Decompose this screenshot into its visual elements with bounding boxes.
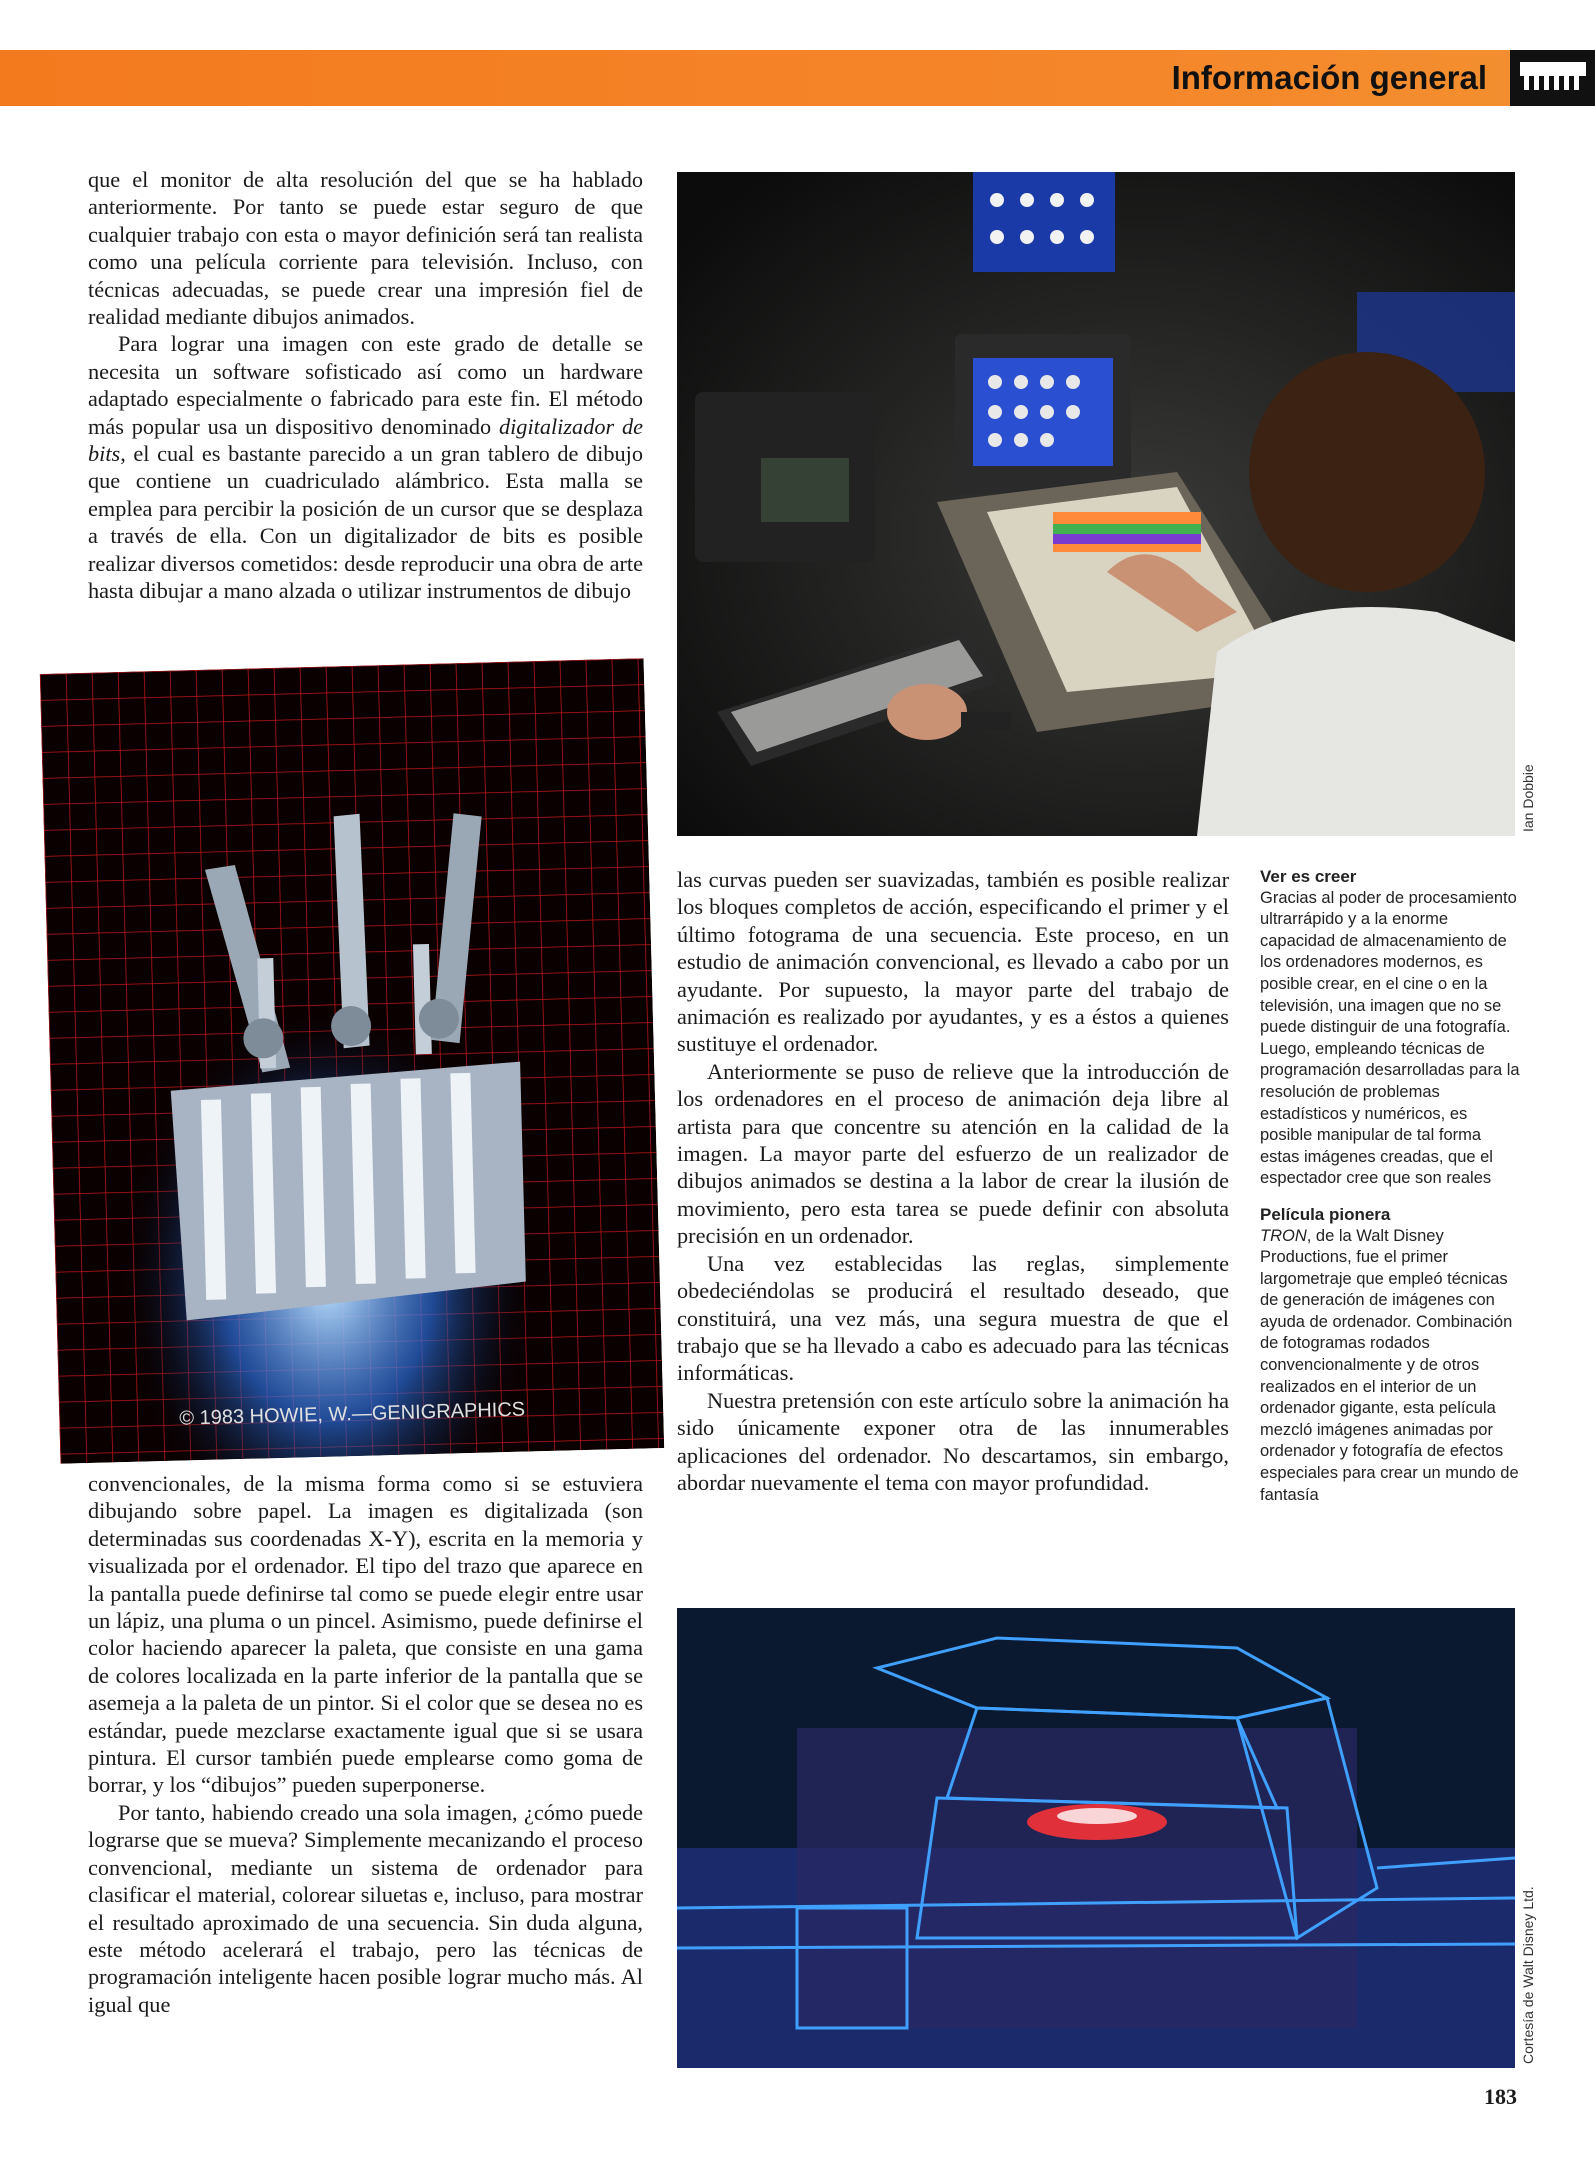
caption-title: Película pionera: [1260, 1204, 1391, 1224]
left-column-bottom: [88, 1470, 643, 2018]
paragraph: Una vez establecidas las reglas, simplemente obedeciéndolas se producirá el resultado deseado, que constituirá, una vez más, una segura muestra de que el trabajo que se ha llevado a cabo es adecuado para las técnicas informáticas.: [677, 1250, 1229, 1386]
caption-title: Ver es creer: [1260, 867, 1357, 886]
middle-column: [677, 866, 1229, 1496]
photo-credit: Ian Dobbie: [1520, 764, 1536, 832]
page-number: 183: [1484, 2084, 1517, 2109]
keyboard-icon: [1510, 50, 1595, 106]
paragraph: que el monitor de alta resolución del que se ha hablado anteriormente. Por tanto se puede estar seguro de que cualquier trabajo con esta o mayor definición será tan realista como una película corriente para televisión. Incluso, con técnicas adecuadas, se puede crear una impresión fiel de realidad mediante dibujos animados.: [88, 167, 643, 330]
sidebar-captions: [1260, 866, 1520, 1520]
tron-credit: Cortesía de Walt Disney Ltd.: [1520, 1886, 1536, 2064]
animator-workstation-photo: [677, 172, 1515, 836]
image-copyright: © 1983 HOWIE, W.—GENIGRAPHICS: [179, 1398, 526, 1430]
left-column-top: [88, 166, 643, 605]
paragraph: Por tanto, habiendo creado una sola imagen, ¿cómo puede lograrse que se mueva? Simplemente mecanizando el proceso convencional, mediante un sistema de ordenador para clasificar el material, colorear siluetas e, incluso, para mostrar el resultado aproximado de una secuencia. Sin duda alguna, este método acelerará el trabajo, pero las técnicas de programación inteligente hacen posible lograr mucho más. Al igual que: [88, 1799, 643, 2017]
paragraph: Nuestra pretensión con este artículo sobre la animación ha sido únicamente exponer otra de las innumerables aplicaciones del ordenador. No descartamos, sin embargo, abordar nuevamente el tema con mayor profundidad.: [677, 1387, 1229, 1495]
genigraphics-render-image: [40, 658, 664, 1464]
paragraph: convencionales, de la misma forma como si se estuviera dibujando sobre papel. La imagen es digitalizada (son determinadas sus coordenadas X-Y), escrita en la memoria y visualizada por el ordenador. El tipo del trazo que aparece en la pantalla puede definirse tal como se puede elegir entre usar un lápiz, una pluma o un pincel. Asimismo, puede definirse el color haciendo aparecer la paleta, que consiste en una gama de colores localizada en la parte inferior de la pantalla que se asemeja a la paleta de un pintor. Si el color que se desea no es estándar, puede mezclarse exactamente igual que si se usara pintura. El cursor también puede emplearse como goma de borrar, y los “dibujos” pueden superponerse.: [88, 1471, 643, 1798]
caption-body: Gracias al poder de procesamiento ultrarrápido y a la enorme capacidad de almacenamiento de los ordenadores modernos, es posible crear, en el cine o en la televisión, una imagen que no se puede distinguir de una fotografía. Luego, empleando técnicas de programación desarrolladas para la resolución de problemas estadísticos y numéricos, es posible manipular de tal forma estas imágenes creadas, que el espectador cree que son reales: [1260, 888, 1520, 1188]
paragraph: las curvas pueden ser suavizadas, también es posible realizar los bloques completos de acción, especificando el primer y el último fotograma de una secuencia. Este proceso, en un estudio de animación convencional, es llevado a cabo por un ayudante. Por supuesto, la mayor parte del trabajo de animación es realizado por ayudantes, y es a éstos a quienes sustituye el ordenador.: [677, 867, 1229, 1057]
section-title: Información general: [1171, 59, 1487, 96]
caption-body: TRON, de la Walt Disney Productions, fue el primer largometraje que empleó técnicas de generación de imágenes con ayuda de ordenador. Combinación de fotogramas rodados convencionalmente y de otros realizados en el interior de un ordenador gigante, esta película mezcló imágenes animadas por ordenador y fotografía de efectos especiales para crear un mundo de fantasía: [1260, 1226, 1519, 1504]
paragraph: Para lograr una imagen con este grado de detalle se necesita un software sofisticado así como un hardware adaptado especialmente o fabricado para este fin. El método más popular usa un dispositivo denominado digitalizador de bits, el cual es bastante parecido a un gran tablero de dibujo que contiene un cuadriculado alámbrico. Esta malla se emplea para percibir la posición de un cursor que se desplaza a través de ella. Con un digitalizador de bits es posible realizar diversos cometidos: desde reproducir una obra de arte hasta dibujar a mano alzada o utilizar instrumentos de dibujo: [88, 331, 644, 604]
tron-wireframe-image: [677, 1608, 1515, 2068]
paragraph: Anteriormente se puso de relieve que la introducción de los ordenadores en el proceso de animación deja libre al artista para que concentre su atención en la calidad de la imagen. La mayor parte del esfuerzo de un realizador de dibujos animados se destina a la labor de crear la ilusión de movimiento, pero esta tarea se puede definir con absoluta precisión en un ordenador.: [677, 1058, 1229, 1249]
